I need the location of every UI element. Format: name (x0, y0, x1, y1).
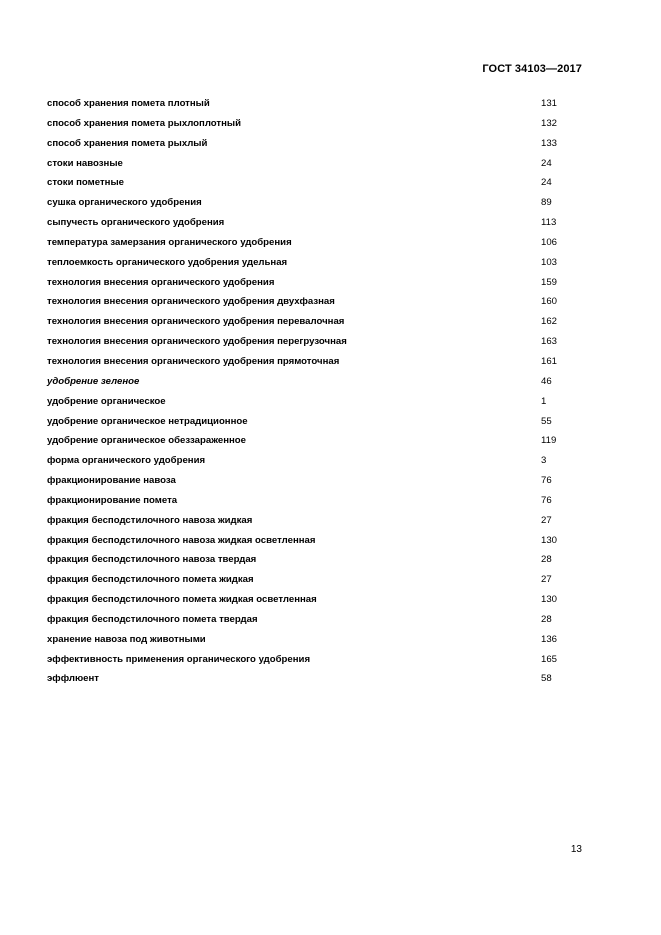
index-entry (47, 195, 582, 215)
index-entry (47, 394, 582, 414)
index-term: способ хранения помета рыхлый (47, 137, 208, 149)
index-term-number: 159 (541, 276, 558, 288)
index-term-number: 28 (541, 613, 552, 625)
page-number: 13 (570, 844, 582, 855)
index-term-number: 89 (541, 197, 552, 209)
index-entry (47, 433, 582, 453)
index-entry (47, 572, 582, 592)
document-header: ГОСТ 34103—2017 (482, 63, 582, 75)
index-term-number: 103 (541, 256, 558, 268)
index-term-number: 46 (541, 375, 552, 387)
index-term-number: 161 (541, 355, 558, 367)
index-term: технология внесения органического удобрения (47, 276, 275, 288)
index-entry (47, 552, 582, 572)
index-term: фракция бесподстилочного помета твердая (47, 613, 258, 625)
index-entry (47, 294, 582, 314)
index-term: фракционирование навоза (47, 475, 176, 487)
index-term-number: 106 (541, 236, 558, 248)
index-term: хранение навоза под животными (47, 633, 206, 645)
index-term-number: 136 (541, 633, 558, 645)
index-term-number: 28 (541, 554, 552, 566)
index-term: способ хранения помета рыхлоплотный (47, 117, 241, 129)
index-term: технология внесения органического удобрения перегрузочная (47, 336, 347, 348)
index-term: температура замерзания органического удобрения (47, 236, 292, 248)
index-entry (47, 473, 582, 493)
index-term: удобрение органическое (47, 395, 166, 407)
index-term: сушка органического удобрения (47, 197, 202, 209)
index-term-number: 76 (541, 494, 552, 506)
index-term-number: 131 (541, 98, 558, 109)
index-term-number: 1 (541, 395, 547, 407)
index-term-number: 27 (541, 514, 552, 526)
index-term-number: 130 (541, 534, 558, 546)
index-entry (47, 493, 582, 513)
index-term: фракция бесподстилочного навоза твердая (47, 554, 257, 566)
index-entry (47, 96, 582, 116)
index-entry (47, 314, 582, 334)
index-term-number: 160 (541, 296, 558, 308)
index-term-number: 27 (541, 574, 552, 586)
index-term: теплоемкость органического удобрения удельная (47, 256, 288, 268)
index-entry (47, 374, 582, 394)
index-term: фракция бесподстилочного навоза жидкая осветленная (47, 534, 316, 546)
index-term: удобрение зеленое (47, 375, 140, 387)
index-term: эффлюент (47, 673, 99, 685)
index-term: форма органического удобрения (47, 455, 206, 467)
index-term: стоки пометные (47, 177, 124, 189)
index-entry (47, 453, 582, 473)
index-entry (47, 136, 582, 156)
index-term-number: 24 (541, 177, 552, 189)
index-term: способ хранения помета плотный (47, 98, 210, 109)
index-term-number: 58 (541, 673, 552, 685)
index-entry (47, 513, 582, 533)
index-entry (47, 414, 582, 434)
index-term-number: 55 (541, 415, 552, 427)
index-term-number: 163 (541, 336, 558, 348)
index-term: стоки навозные (47, 157, 123, 169)
index-entry (47, 334, 582, 354)
index-term: технология внесения органического удобрения перевалочная (47, 316, 345, 328)
index-term: эффективность применения органического удобрения (47, 653, 311, 665)
index-term: удобрение органическое нетрадиционное (47, 415, 248, 427)
index-entry (47, 612, 582, 632)
index-entry (47, 354, 582, 374)
index-term-number: 113 (541, 217, 557, 229)
index-entry (47, 632, 582, 652)
alphabetical-index (47, 96, 582, 691)
index-term-number: 133 (541, 137, 558, 149)
index-entry (47, 275, 582, 295)
index-term-number: 3 (541, 455, 547, 467)
index-entry (47, 116, 582, 136)
index-term-number: 76 (541, 475, 552, 487)
index-term-number: 24 (541, 157, 552, 169)
index-entry (47, 235, 582, 255)
index-term-number: 130 (541, 594, 558, 606)
index-entry (47, 592, 582, 612)
index-entry (47, 533, 582, 553)
index-term: удобрение органическое обеззараженное (47, 435, 246, 447)
index-entry (47, 156, 582, 176)
index-term: фракционирование помета (47, 494, 178, 506)
index-entry (47, 255, 582, 275)
index-entry (47, 652, 582, 672)
index-entry (47, 671, 582, 691)
index-term: фракция бесподстилочного помета жидкая (47, 574, 254, 586)
index-entry (47, 215, 582, 235)
index-term-number: 132 (541, 117, 558, 129)
index-term-number: 119 (541, 435, 557, 447)
index-term: фракция бесподстилочного навоза жидкая (47, 514, 253, 526)
index-term: фракция бесподстилочного помета жидкая осветленная (47, 594, 317, 606)
index-term: сыпучесть органического удобрения (47, 217, 225, 229)
index-term: технология внесения органического удобрения прямоточная (47, 355, 340, 367)
index-term-number: 162 (541, 316, 558, 328)
index-term: технология внесения органического удобрения двухфазная (47, 296, 335, 308)
index-term-number: 165 (541, 653, 558, 665)
index-entry (47, 175, 582, 195)
